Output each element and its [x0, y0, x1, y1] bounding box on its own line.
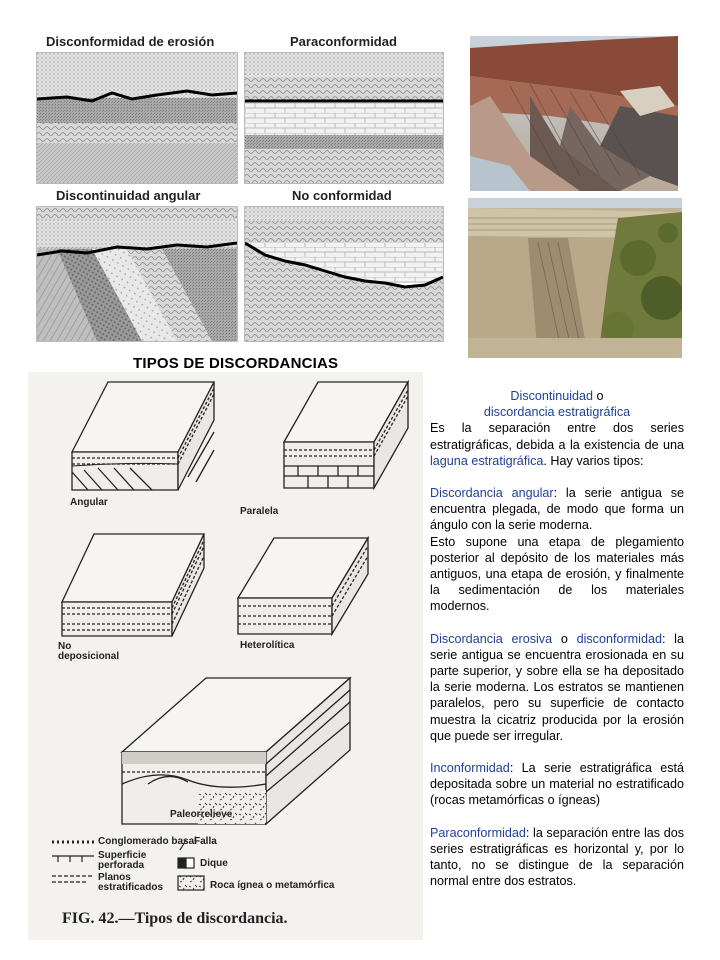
main-title: TIPOS DE DISCORDANCIAS: [133, 355, 339, 372]
heading-discontinuidad: Discontinuidad: [510, 389, 594, 403]
label-paleorrelieve: Paleorrelieve: [170, 809, 233, 820]
legend-planos-1: Planos: [98, 872, 131, 883]
text-column: [430, 388, 684, 905]
diagram-no-conformidad: [244, 206, 444, 342]
term-inconformidad: Inconformidad: [430, 761, 510, 776]
figure-block-diagrams: [28, 372, 423, 940]
title-disconformidad-erosion: Disconformidad de erosión: [46, 34, 215, 49]
term-disconformidad: disconformidad: [576, 631, 662, 646]
title-discontinuidad-angular: Discontinuidad angular: [56, 188, 201, 203]
photo-outcrop-angular: [470, 36, 678, 191]
legend-falla: Falla: [194, 836, 217, 847]
label-no: No: [58, 641, 72, 652]
diagram-discontinuidad-angular: [36, 206, 238, 342]
legend-roca: Roca ígnea o metamórfica: [210, 880, 335, 891]
figure-caption: FIG. 42.—Tipos de discordancia.: [62, 910, 288, 927]
term-discordancia-angular: Discordancia angular: [430, 486, 554, 501]
heading-line-1: [430, 388, 684, 404]
legend-dique: Dique: [200, 858, 228, 869]
legend-superficie-1: Superficie: [98, 850, 147, 861]
paragraph-inconformidad: Inconformidad: La serie estratigráfica está depositada sobre un material no estratificado (rocas metamórficas o ígneas): [430, 761, 684, 808]
link-laguna-estratigrafica[interactable]: laguna estratigráfica: [430, 453, 544, 468]
paragraph-paraconformidad: Paraconformidad: la separación entre las dos series estratigráficas es horizontal y, por lo tanto, no se distingue de la separación normal entre dos estratos.: [430, 825, 684, 889]
diagram-disconformidad-erosion: [36, 52, 238, 184]
heading-o: o: [596, 389, 604, 403]
label-heterolitica: Heterolítica: [240, 640, 295, 651]
label-angular: Angular: [70, 497, 108, 508]
title-no-conformidad: No conformidad: [292, 188, 392, 203]
paragraph-angular: Discordancia angular: la serie antigua se encuentra plegada, de modo que forma un ángulo con la serie moderna.: [430, 486, 684, 533]
heading-discordancia: discordancia estratigráfica: [483, 405, 631, 420]
title-paraconformidad: Paraconformidad: [290, 34, 397, 49]
legend-conglomerado: Conglomerado basal: [98, 836, 197, 847]
diagram-paraconformidad: [244, 52, 444, 184]
term-paraconformidad: Paraconformidad: [430, 825, 526, 840]
term-discordancia-erosiva: Discordancia erosiva: [430, 631, 553, 646]
paragraph-angular-2: Esto supone una etapa de plegamiento posterior al depósito de los materiales más antiguos, una etapa de erosión, y finalmente la sedimentación de los materiales modernos.: [430, 534, 684, 614]
legend-superficie-2: perforada: [98, 860, 145, 871]
legend-planos-2: estratificados: [98, 882, 164, 893]
label-paralela: Paralela: [240, 506, 279, 517]
paragraph-erosiva: Discordancia erosiva o disconformidad: la serie antigua se encuentra erosionada en su parte superior, y sobre ella se ha depositado la serie moderna. Los estratos se mantienen paralelos, pero su superficie de contacto muestra la cicatriz producida por la erosión que puede ser irregular.: [430, 631, 684, 743]
label-deposicional: deposicional: [58, 651, 120, 662]
photo-outcrop-erosion: [468, 198, 682, 358]
paragraph-intro: Es la separación entre dos series estratigráficas, debida a la existencia de una laguna estratigráfica. Hay varios tipos:: [430, 421, 684, 468]
